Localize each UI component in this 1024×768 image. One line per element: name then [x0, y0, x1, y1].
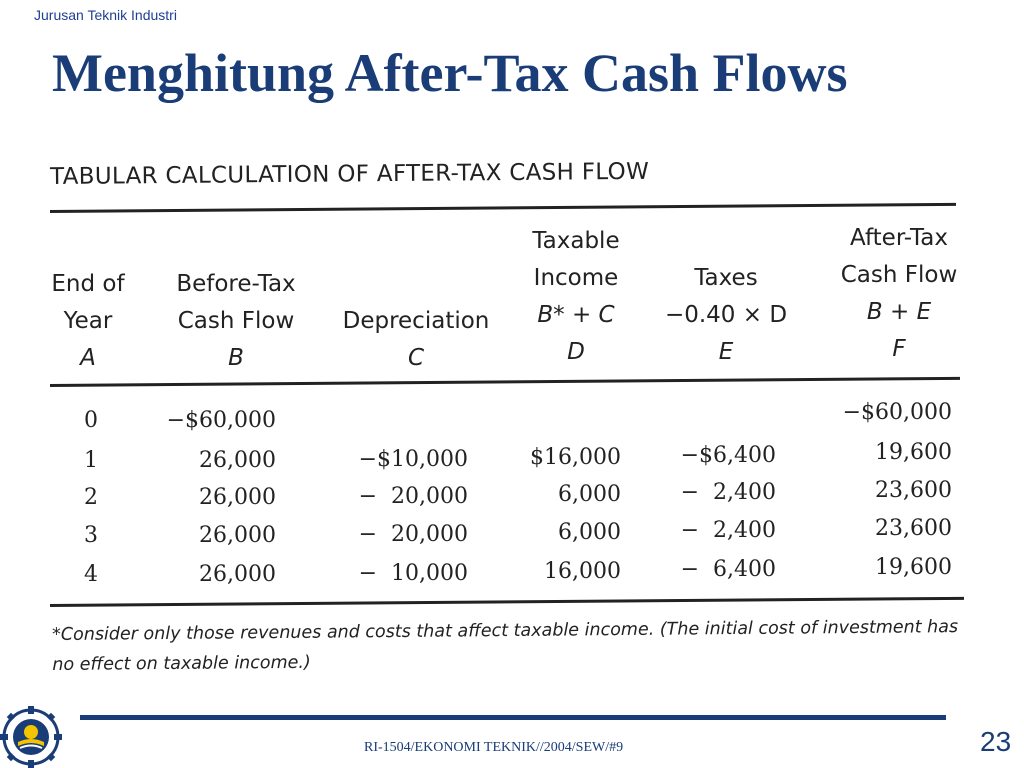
header-before-tax: Before-Tax Cash Flow B [176, 271, 296, 371]
cell-taxes: − 2,400 [680, 518, 776, 543]
cell-depreciation: −$10,000 [358, 447, 468, 472]
cell-taxable-income: 6,000 [558, 482, 621, 507]
cell-before-tax: 26,000 [199, 523, 276, 548]
course-code: RI-1504/EKONOMI TEKNIK//2004/SEW/#9 [364, 740, 624, 755]
cell-after-tax: 19,600 [875, 440, 952, 465]
header-depreciation: Depreciation C [342, 308, 490, 371]
table-header-rule [50, 377, 960, 387]
cell-taxes: − 6,400 [680, 557, 776, 582]
slide-title: Menghitung After-Tax Cash Flows [52, 43, 848, 103]
footer-rule [80, 715, 946, 720]
cell-year: 0 [84, 408, 98, 433]
cell-before-tax: 26,000 [199, 562, 276, 587]
header-end-of-year: End of Year A [51, 271, 125, 371]
cell-year: 1 [84, 448, 98, 473]
cell-taxable-income: 16,000 [544, 559, 621, 584]
cell-after-tax: 19,600 [875, 555, 952, 580]
cell-after-tax: −$60,000 [842, 400, 952, 425]
page-number: 23 [980, 726, 1012, 757]
cell-depreciation: − 20,000 [358, 484, 468, 509]
header-taxable-income: Taxable Income B* + C D [532, 228, 620, 365]
header-after-tax: After-Tax Cash Flow B + E F [840, 225, 958, 362]
cell-before-tax: 26,000 [199, 448, 276, 473]
cell-year: 2 [84, 485, 98, 510]
table-image [46, 160, 966, 680]
cell-depreciation: − 10,000 [358, 561, 468, 586]
cell-year: 4 [84, 562, 98, 587]
cell-before-tax: 26,000 [199, 485, 276, 510]
table-top-rule [50, 203, 956, 213]
table-footnote: *Consider only those revenues and costs that affect taxable income. (The initial cost of investment has no effect on taxable income.) [52, 617, 959, 675]
cell-year: 3 [84, 523, 98, 548]
institution-logo-icon [0, 706, 62, 768]
cell-after-tax: 23,600 [875, 478, 952, 503]
header-taxes: Taxes −0.40 × D E [664, 265, 788, 365]
cell-taxable-income: 6,000 [558, 520, 621, 545]
cell-taxes: −$6,400 [680, 443, 776, 468]
department-label: Jurusan Teknik Industri [34, 7, 177, 23]
cell-taxes: − 2,400 [680, 480, 776, 505]
cell-depreciation: − 20,000 [358, 522, 468, 547]
table-bottom-rule [50, 597, 964, 607]
cell-taxable-income: $16,000 [530, 445, 621, 470]
cell-after-tax: 23,600 [875, 516, 952, 541]
table-caption: TABULAR CALCULATION OF AFTER-TAX CASH FLOW [50, 158, 650, 190]
cell-before-tax: −$60,000 [166, 408, 276, 433]
